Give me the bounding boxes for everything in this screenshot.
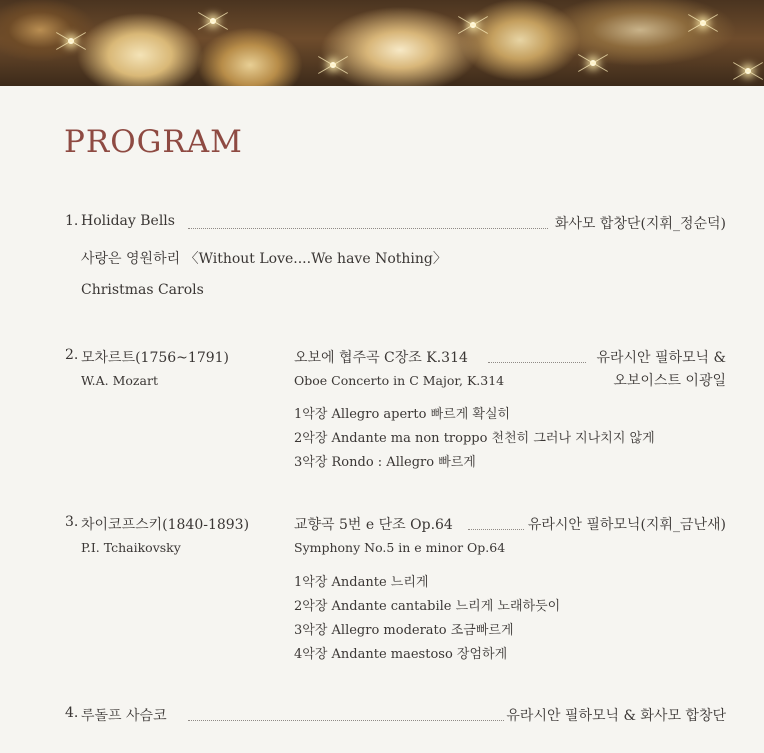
- page-title: PROGRAM: [64, 124, 243, 160]
- item-2-composer-en: W.A. Mozart: [81, 373, 158, 388]
- dotted-leader: [188, 720, 504, 721]
- item-4-number: 4.: [65, 705, 79, 721]
- item-2-composer: 모차르트(1756~1791): [81, 350, 230, 366]
- item-3-work: 교향곡 5번 e 단조 Op.64: [294, 517, 453, 533]
- item-3-composer: 차이코프스키(1840-1893): [81, 517, 250, 533]
- dotted-leader: [488, 362, 586, 363]
- item-1-title: Holiday Bells: [81, 213, 175, 229]
- item-1-number: 1.: [65, 213, 79, 229]
- item-2-work: 오보에 협주곡 C장조 K.314: [294, 350, 468, 366]
- item-3-number: 3.: [65, 514, 79, 530]
- item-3-movement-3: 3악장 Allegro moderato 조금빠르게: [294, 623, 514, 638]
- dotted-leader: [188, 228, 548, 229]
- dotted-leader: [468, 529, 524, 530]
- item-4-performer: 유라시안 필하모닉 & 화사모 합창단: [506, 708, 726, 724]
- item-3-performer: 유라시안 필하모닉(지휘_금난새): [527, 517, 726, 533]
- item-3-movement-4: 4악장 Andante maestoso 장엄하게: [294, 647, 508, 662]
- item-3-work-en: Symphony No.5 in e minor Op.64: [294, 540, 506, 555]
- item-3-composer-en: P.I. Tchaikovsky: [81, 540, 181, 555]
- item-1-performer: 화사모 합창단(지휘_정순덕): [554, 216, 726, 232]
- item-2-performer-1: 유라시안 필하모닉 &: [596, 350, 726, 366]
- item-1-line-3: Christmas Carols: [81, 282, 204, 298]
- item-2-performer-2: 오보이스트 이광일: [613, 373, 726, 389]
- item-4-composer: 루돌프 사슴코: [81, 708, 167, 724]
- item-2-number: 2.: [65, 347, 79, 363]
- item-3-movement-1: 1악장 Andante 느리게: [294, 575, 429, 590]
- item-3-movement-2: 2악장 Andante cantabile 느리게 노래하듯이: [294, 599, 561, 614]
- item-2-movement-3: 3악장 Rondo : Allegro 빠르게: [294, 455, 476, 470]
- banner-photo: [0, 0, 764, 86]
- item-2-movement-2: 2악장 Andante ma non troppo 천천히 그러나 지나치지 않게: [294, 431, 655, 446]
- item-1-line-2: 사랑은 영원하리 〈Without Love....We have Nothing〉: [81, 251, 447, 267]
- item-2-movement-1: 1악장 Allegro aperto 빠르게 확실히: [294, 407, 511, 422]
- item-2-work-en: Oboe Concerto in C Major, K.314: [294, 373, 505, 388]
